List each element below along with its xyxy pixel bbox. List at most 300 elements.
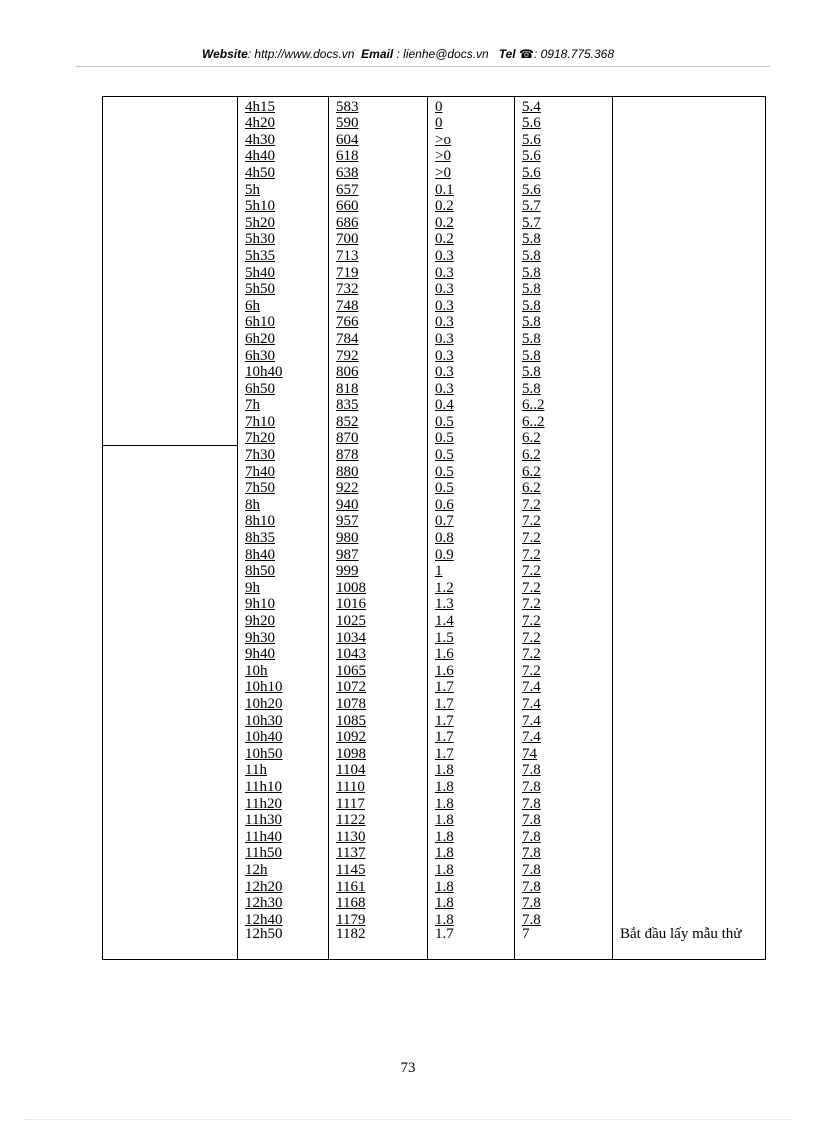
table-cell-note bbox=[613, 313, 766, 330]
cell-text: 5.8 bbox=[522, 364, 541, 381]
cell-text: 6.2 bbox=[522, 447, 541, 464]
table-cell-value bbox=[329, 578, 428, 595]
cell-text: 6h20 bbox=[245, 330, 275, 347]
cell-text: 0.3 bbox=[435, 247, 454, 264]
table-cell-time bbox=[238, 263, 329, 280]
table-cell-note bbox=[613, 694, 766, 711]
table-cell-note bbox=[613, 479, 766, 496]
table-cell-value bbox=[329, 346, 428, 363]
cell-text: 5.6 bbox=[522, 181, 541, 198]
cell-text: 7.2 bbox=[522, 646, 541, 663]
table-cell-note bbox=[613, 844, 766, 861]
table-cell-col4 bbox=[515, 678, 613, 695]
cell-text: 1.8 bbox=[435, 895, 454, 912]
cell-text: 0.2 bbox=[435, 198, 454, 215]
cell-text: 5.6 bbox=[522, 164, 541, 181]
table-cell-col3 bbox=[428, 429, 515, 446]
table-cell-col4 bbox=[515, 694, 613, 711]
cell-text: 0 bbox=[435, 115, 443, 132]
cell-text: 7.4 bbox=[522, 679, 541, 696]
table-cell-time bbox=[238, 744, 329, 761]
cell-text: 5h35 bbox=[245, 247, 275, 264]
table-cell-value bbox=[329, 313, 428, 330]
cell-text: 1161 bbox=[336, 878, 366, 895]
cell-text: 7.2 bbox=[522, 513, 541, 530]
table-cell-value bbox=[329, 479, 428, 496]
table-cell-note bbox=[613, 860, 766, 877]
table-cell-col4 bbox=[515, 645, 613, 662]
cell-text: 1179 bbox=[336, 911, 366, 928]
table-cell-note bbox=[613, 263, 766, 280]
table-cell-col3 bbox=[428, 794, 515, 811]
table-cell-value bbox=[329, 213, 428, 230]
table-cell-value bbox=[329, 827, 428, 844]
table-cell-col4 bbox=[515, 479, 613, 496]
table-cell-note bbox=[613, 811, 766, 828]
table-cell-time bbox=[238, 678, 329, 695]
table-cell-col4 bbox=[515, 346, 613, 363]
cell-text: 1.8 bbox=[435, 762, 454, 779]
table-cell-col4 bbox=[515, 595, 613, 612]
table-cell-value bbox=[329, 263, 428, 280]
data-table bbox=[102, 96, 766, 960]
cell-text: 11h40 bbox=[245, 828, 282, 845]
table-cell-time bbox=[238, 163, 329, 180]
table-cell-col3 bbox=[428, 197, 515, 214]
cell-text: 957 bbox=[336, 513, 359, 530]
table-cell-time bbox=[238, 877, 329, 894]
table-cell-note bbox=[613, 197, 766, 214]
cell-text: 1117 bbox=[336, 795, 365, 812]
table-cell-col4 bbox=[515, 97, 613, 114]
table-cell-time bbox=[238, 363, 329, 380]
header-divider bbox=[76, 66, 770, 67]
cell-text: 792 bbox=[336, 347, 359, 364]
cell-text: 12h40 bbox=[245, 911, 283, 928]
cell-text: 10h50 bbox=[245, 745, 283, 762]
cell-text: 1016 bbox=[336, 596, 366, 613]
table-cell-col4 bbox=[515, 578, 613, 595]
table-cell-col3 bbox=[428, 296, 515, 313]
table-cell-value bbox=[329, 711, 428, 728]
table-cell-col4 bbox=[515, 379, 613, 396]
table-cell-col3 bbox=[428, 877, 515, 894]
table-cell-time bbox=[238, 777, 329, 794]
table-cell-note bbox=[613, 213, 766, 230]
table-cell-note bbox=[613, 97, 766, 114]
cell-text: 1.7 bbox=[435, 695, 454, 712]
cell-text: 0.3 bbox=[435, 314, 454, 331]
cell-text: 0.5 bbox=[435, 463, 454, 480]
cell-text: 660 bbox=[336, 198, 359, 215]
cell-text: 1078 bbox=[336, 695, 366, 712]
cell-text: 4h40 bbox=[245, 148, 275, 165]
cell-text: 7h50 bbox=[245, 480, 275, 497]
cell-text: 5.7 bbox=[522, 198, 541, 215]
table-cell-time bbox=[238, 645, 329, 662]
cell-text: 1145 bbox=[336, 861, 366, 878]
table-cell-col3 bbox=[428, 894, 515, 911]
table-cell-time bbox=[238, 479, 329, 496]
cell-text: 5h20 bbox=[245, 214, 275, 231]
table-cell-col3 bbox=[428, 230, 515, 247]
table-cell-col4 bbox=[515, 445, 613, 462]
table-cell-time bbox=[238, 213, 329, 230]
table-cell-value bbox=[329, 246, 428, 263]
cell-text: 1.8 bbox=[435, 861, 454, 878]
cell-text: 604 bbox=[336, 131, 359, 148]
table-cell-col4 bbox=[515, 777, 613, 794]
cell-text: 5h10 bbox=[245, 198, 275, 215]
cell-text: 1.8 bbox=[435, 878, 454, 895]
email-value: : lienhe@docs.vn bbox=[396, 47, 489, 61]
cell-text: 4h30 bbox=[245, 131, 275, 148]
table-cell-col4 bbox=[515, 147, 613, 164]
table-cell-time bbox=[238, 114, 329, 131]
cell-text: 1034 bbox=[336, 629, 366, 646]
table-cell-col4 bbox=[515, 363, 613, 380]
table-cell-note bbox=[613, 512, 766, 529]
table-cell-col4 bbox=[515, 429, 613, 446]
table-cell-time bbox=[238, 296, 329, 313]
table-cell-col3 bbox=[428, 661, 515, 678]
table-cell-col4 bbox=[515, 280, 613, 297]
cell-text: 657 bbox=[336, 181, 359, 198]
table-cell-time bbox=[238, 230, 329, 247]
table-cell-col4 bbox=[515, 114, 613, 131]
cell-text: 0.3 bbox=[435, 330, 454, 347]
cell-text: 8h50 bbox=[245, 563, 275, 580]
cell-text: 1.8 bbox=[435, 778, 454, 795]
cell-text: 5.6 bbox=[522, 131, 541, 148]
table-cell-time bbox=[238, 246, 329, 263]
cell-text: 4h20 bbox=[245, 115, 275, 132]
cell-text: 686 bbox=[336, 214, 359, 231]
table-cell-time bbox=[238, 180, 329, 197]
group-cell bbox=[103, 97, 238, 446]
table-cell-time bbox=[238, 595, 329, 612]
cell-text: 12h50 bbox=[245, 925, 283, 942]
cell-text: 6.2 bbox=[522, 480, 541, 497]
table-cell-time bbox=[238, 711, 329, 728]
cell-text: 732 bbox=[336, 281, 359, 298]
cell-text: 7.8 bbox=[522, 845, 541, 862]
table-cell-time bbox=[238, 462, 329, 479]
table-cell-value bbox=[329, 163, 428, 180]
table-cell-note bbox=[613, 180, 766, 197]
cell-text: 1110 bbox=[336, 778, 365, 795]
table-cell-col3 bbox=[428, 114, 515, 131]
table-cell-value bbox=[329, 130, 428, 147]
cell-text: 7h20 bbox=[245, 430, 275, 447]
table-cell-time bbox=[238, 313, 329, 330]
cell-text: 1098 bbox=[336, 745, 366, 762]
table-cell-value bbox=[329, 197, 428, 214]
table-cell-col4 bbox=[515, 462, 613, 479]
cell-text: 10h30 bbox=[245, 712, 283, 729]
cell-text: 1008 bbox=[336, 579, 366, 596]
cell-text: 1.8 bbox=[435, 795, 454, 812]
cell-text: 870 bbox=[336, 430, 359, 447]
table-row bbox=[103, 445, 766, 462]
cell-text: 0.2 bbox=[435, 214, 454, 231]
cell-text: 987 bbox=[336, 546, 359, 563]
table-cell-col4 bbox=[515, 860, 613, 877]
cell-text: 583 bbox=[336, 98, 359, 115]
table-cell-col3 bbox=[428, 313, 515, 330]
cell-text: 6h50 bbox=[245, 380, 275, 397]
cell-text: 1137 bbox=[336, 845, 366, 862]
cell-text: 5.8 bbox=[522, 264, 541, 281]
tel-label: Tel bbox=[498, 47, 516, 61]
cell-text: 7.8 bbox=[522, 911, 541, 928]
cell-text: 940 bbox=[336, 496, 359, 513]
table-cell-time bbox=[238, 811, 329, 828]
table-cell-col3 bbox=[428, 678, 515, 695]
table-cell-note bbox=[613, 329, 766, 346]
cell-text: 9h10 bbox=[245, 596, 275, 613]
table-cell-value bbox=[329, 777, 428, 794]
table-cell-value bbox=[329, 545, 428, 562]
table-cell-value bbox=[329, 794, 428, 811]
cell-text: 7h30 bbox=[245, 447, 275, 464]
table-cell-col4 bbox=[515, 313, 613, 330]
cell-text: 10h10 bbox=[245, 679, 283, 696]
table-cell-col4 bbox=[515, 495, 613, 512]
cell-text: 7.8 bbox=[522, 762, 541, 779]
cell-text: 5.8 bbox=[522, 380, 541, 397]
table-cell-time bbox=[238, 562, 329, 579]
cell-text: 1130 bbox=[336, 828, 366, 845]
group-cell bbox=[103, 445, 238, 959]
table-cell-note bbox=[613, 147, 766, 164]
table-cell-col3 bbox=[428, 346, 515, 363]
cell-text: 7.8 bbox=[522, 795, 541, 812]
table-cell-col4 bbox=[515, 197, 613, 214]
cell-text: 590 bbox=[336, 115, 359, 132]
table-cell-time bbox=[238, 694, 329, 711]
cell-text: 6..2 bbox=[522, 397, 545, 414]
table-cell-col3 bbox=[428, 595, 515, 612]
table-cell-value bbox=[329, 894, 428, 911]
cell-text: 74 bbox=[522, 745, 537, 762]
table-cell-col3 bbox=[428, 263, 515, 280]
cell-text: 1092 bbox=[336, 729, 366, 746]
cell-text: 7h bbox=[245, 397, 260, 414]
cell-text: 852 bbox=[336, 413, 359, 430]
table-cell-note bbox=[613, 678, 766, 695]
cell-text: 0.4 bbox=[435, 397, 454, 414]
cell-text: 10h40 bbox=[245, 364, 283, 381]
cell-text: >0 bbox=[435, 164, 451, 181]
cell-text: 1.3 bbox=[435, 596, 454, 613]
table-cell-col4 bbox=[515, 711, 613, 728]
table-cell-col4 bbox=[515, 628, 613, 645]
table-cell-time bbox=[238, 97, 329, 114]
cell-text: 8h10 bbox=[245, 513, 275, 530]
cell-text: 11h30 bbox=[245, 812, 282, 829]
table-cell-col4 bbox=[515, 844, 613, 861]
table-cell-col3 bbox=[428, 844, 515, 861]
cell-text: 1 bbox=[435, 563, 443, 580]
table-cell-col4 bbox=[515, 744, 613, 761]
cell-text: 7.8 bbox=[522, 812, 541, 829]
table-cell-note bbox=[613, 562, 766, 579]
table-cell-value bbox=[329, 379, 428, 396]
table-cell-col3 bbox=[428, 860, 515, 877]
table-cell-value bbox=[329, 661, 428, 678]
cell-text: 1.5 bbox=[435, 629, 454, 646]
cell-text: 5.8 bbox=[522, 231, 541, 248]
table-cell-col4 bbox=[515, 761, 613, 778]
cell-text: 9h20 bbox=[245, 613, 275, 629]
cell-text: 12h30 bbox=[245, 895, 283, 912]
table-cell-col4 bbox=[515, 545, 613, 562]
table-cell-col4 bbox=[515, 728, 613, 745]
table-cell-note bbox=[613, 495, 766, 512]
table-cell-col3 bbox=[428, 363, 515, 380]
cell-text: 1.2 bbox=[435, 579, 454, 596]
cell-text: 0.9 bbox=[435, 546, 454, 563]
page-number: 73 bbox=[400, 1060, 416, 1076]
table-cell-note bbox=[613, 545, 766, 562]
cell-text: 0.5 bbox=[435, 413, 454, 430]
cell-text: 7.8 bbox=[522, 895, 541, 912]
cell-text: 806 bbox=[336, 364, 359, 381]
table-cell-col4 bbox=[515, 794, 613, 811]
table-cell-time bbox=[238, 545, 329, 562]
table-cell-col4 bbox=[515, 528, 613, 545]
table-cell-note bbox=[613, 346, 766, 363]
cell-text: 5.7 bbox=[522, 214, 541, 231]
table-cell-col3 bbox=[428, 479, 515, 496]
table-cell-time bbox=[238, 661, 329, 678]
cell-text: 1.4 bbox=[435, 613, 454, 629]
cell-text: 8h bbox=[245, 496, 260, 513]
table-cell-note bbox=[613, 595, 766, 612]
cell-text: 878 bbox=[336, 447, 359, 464]
cell-text: Bắt đầu lấy mẫu thử bbox=[620, 925, 742, 942]
cell-text: 1.8 bbox=[435, 828, 454, 845]
cell-text: 7.8 bbox=[522, 778, 541, 795]
cell-text: 1.6 bbox=[435, 646, 454, 663]
footer-divider bbox=[24, 1119, 792, 1120]
cell-text: 6h10 bbox=[245, 314, 275, 331]
table-cell-col3 bbox=[428, 578, 515, 595]
table-cell-value bbox=[329, 611, 428, 628]
table-cell-col3 bbox=[428, 927, 515, 960]
cell-text: 1.8 bbox=[435, 812, 454, 829]
cell-text: 0.5 bbox=[435, 430, 454, 447]
cell-text: 7.2 bbox=[522, 596, 541, 613]
cell-text: 1043 bbox=[336, 646, 366, 663]
table-cell-value bbox=[329, 445, 428, 462]
table-cell-value bbox=[329, 528, 428, 545]
table-cell-note bbox=[613, 728, 766, 745]
table-cell-col4 bbox=[515, 562, 613, 579]
cell-text: 0.1 bbox=[435, 181, 454, 198]
table-cell-time bbox=[238, 130, 329, 147]
table-cell-col4 bbox=[515, 661, 613, 678]
cell-text: 8h40 bbox=[245, 546, 275, 563]
cell-text: 5h40 bbox=[245, 264, 275, 281]
table-cell-time bbox=[238, 512, 329, 529]
cell-text: 7.2 bbox=[522, 546, 541, 563]
cell-text: 1168 bbox=[336, 895, 366, 912]
table-cell-col3 bbox=[428, 147, 515, 164]
table-cell-time bbox=[238, 927, 329, 960]
table-cell-time bbox=[238, 611, 329, 628]
cell-text: 7.4 bbox=[522, 712, 541, 729]
table-cell-value bbox=[329, 694, 428, 711]
table-cell-time bbox=[238, 445, 329, 462]
cell-text: 7.8 bbox=[522, 878, 541, 895]
cell-text: 12h bbox=[245, 861, 268, 878]
table-cell-col3 bbox=[428, 180, 515, 197]
table-cell-col3 bbox=[428, 329, 515, 346]
table-cell-col3 bbox=[428, 910, 515, 927]
table-cell-time bbox=[238, 578, 329, 595]
table-cell-col3 bbox=[428, 495, 515, 512]
table-cell-col3 bbox=[428, 412, 515, 429]
table-cell-note bbox=[613, 894, 766, 911]
cell-text: 0.3 bbox=[435, 264, 454, 281]
cell-text: 1104 bbox=[336, 762, 366, 779]
cell-text: 1065 bbox=[336, 662, 366, 679]
table-cell-note bbox=[613, 412, 766, 429]
cell-text: 4h50 bbox=[245, 164, 275, 181]
cell-text: 11h bbox=[245, 762, 267, 779]
table-cell-col4 bbox=[515, 894, 613, 911]
cell-text: 5h50 bbox=[245, 281, 275, 298]
table-cell-note bbox=[613, 744, 766, 761]
table-cell-col3 bbox=[428, 462, 515, 479]
cell-text: 5h30 bbox=[245, 231, 275, 248]
cell-text: 1182 bbox=[336, 925, 366, 942]
cell-text: 9h40 bbox=[245, 646, 275, 663]
table-cell-col3 bbox=[428, 628, 515, 645]
cell-text: 10h bbox=[245, 662, 268, 679]
tel-value: : 0918.775.368 bbox=[533, 47, 615, 61]
table-cell-col3 bbox=[428, 645, 515, 662]
cell-text: 11h50 bbox=[245, 845, 282, 862]
cell-text: 5.8 bbox=[522, 347, 541, 364]
table-cell-note bbox=[613, 396, 766, 413]
cell-text: >o bbox=[435, 131, 451, 148]
table-cell-time bbox=[238, 894, 329, 911]
table-cell-value bbox=[329, 495, 428, 512]
table-cell-note bbox=[613, 230, 766, 247]
cell-text: 7h40 bbox=[245, 463, 275, 480]
cell-text: 7.2 bbox=[522, 613, 541, 629]
table-cell-value bbox=[329, 860, 428, 877]
table-cell-col3 bbox=[428, 811, 515, 828]
cell-text: 5.8 bbox=[522, 314, 541, 331]
table-cell-col4 bbox=[515, 512, 613, 529]
table-cell-time bbox=[238, 728, 329, 745]
cell-text: 7 bbox=[522, 925, 530, 942]
table-cell-time bbox=[238, 396, 329, 413]
table-cell-value bbox=[329, 412, 428, 429]
table-cell-col3 bbox=[428, 130, 515, 147]
table-cell-value bbox=[329, 180, 428, 197]
table-cell-col3 bbox=[428, 827, 515, 844]
table-cell-note bbox=[613, 611, 766, 628]
table-cell-note bbox=[613, 661, 766, 678]
table-cell-col3 bbox=[428, 694, 515, 711]
cell-text: 700 bbox=[336, 231, 359, 248]
cell-text: 1.7 bbox=[435, 679, 454, 696]
